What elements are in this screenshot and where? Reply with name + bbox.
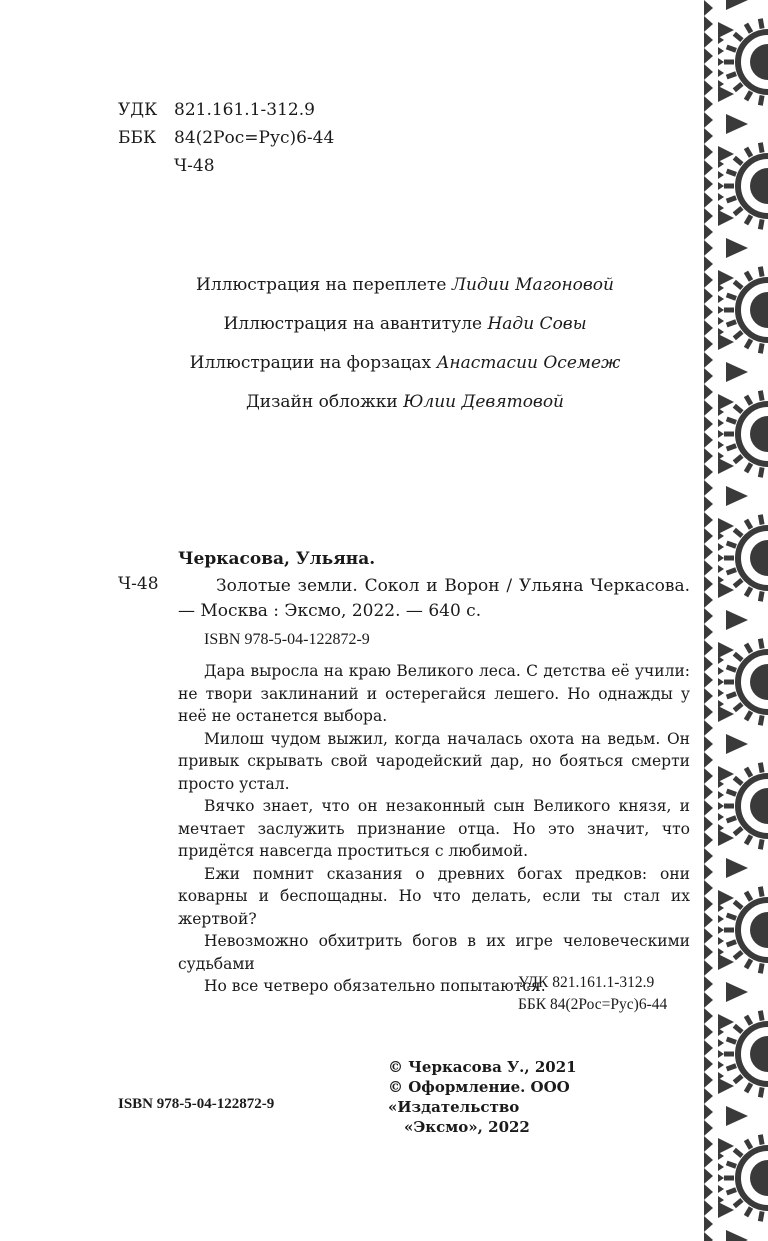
tick-motif xyxy=(718,182,724,190)
triangle-motif xyxy=(726,362,748,382)
bbk-row xyxy=(118,124,334,152)
zigzag-tooth xyxy=(704,32,713,48)
sun-ray xyxy=(734,778,742,784)
triangle-motif xyxy=(718,954,734,970)
annotation-paragraph: Ежи помнит сказания о древних богах предков: они коварны и беспощадны. Но что делать, если ты стал их жертвой? xyxy=(178,864,690,928)
sun-ray xyxy=(734,1200,742,1206)
sun-ray xyxy=(760,515,762,525)
sun-ray xyxy=(760,887,762,897)
tick-motif xyxy=(718,926,724,934)
triangle-motif xyxy=(718,86,734,102)
credit-name: Юлии Девятовой xyxy=(403,392,565,412)
sun-ray xyxy=(746,91,751,100)
tick-motif xyxy=(718,915,724,923)
credit-name: Анастасии Осемеж xyxy=(436,353,621,373)
triangle-motif xyxy=(718,270,734,286)
tick-motif xyxy=(718,791,724,799)
sun-core xyxy=(750,788,768,824)
zigzag-tooth xyxy=(704,704,713,720)
zigzag-tooth xyxy=(704,1008,713,1024)
zigzag-tooth xyxy=(704,736,713,752)
triangle-motif xyxy=(726,610,748,630)
zigzag-tooth xyxy=(704,1088,713,1104)
zigzag-tooth xyxy=(704,1136,713,1152)
zigzag-tooth xyxy=(704,240,713,256)
udk-label: УДК xyxy=(118,100,158,120)
sun-ray xyxy=(734,530,742,536)
zigzag-tooth xyxy=(704,592,713,608)
tick-motif xyxy=(718,1174,724,1182)
tick-motif xyxy=(718,193,724,201)
sun-ray xyxy=(760,763,762,773)
sun-ray xyxy=(760,591,762,601)
sun-ray xyxy=(760,143,762,153)
sun-ray xyxy=(746,1083,751,1092)
sun-ray xyxy=(734,84,742,90)
sun-ray xyxy=(727,322,736,325)
copyright-publisher: «Эксмо», 2022 xyxy=(404,1118,530,1136)
tick-motif xyxy=(718,689,724,697)
zigzag-tooth xyxy=(704,576,713,592)
triangle-motif xyxy=(718,334,734,350)
triangle-motif xyxy=(726,0,748,10)
sun-ray xyxy=(734,828,742,834)
tick-motif xyxy=(718,317,724,325)
zigzag-tooth xyxy=(704,896,713,912)
annotation-paragraph: Невозможно обхитрить богов в их игре человеческими судьбами xyxy=(178,932,690,973)
sun-ray xyxy=(727,667,736,670)
classification-codes-bottom xyxy=(518,972,667,1016)
bbk-code: ББК 84(2Рос=Рус)6-44 xyxy=(518,996,668,1013)
tick-motif xyxy=(718,408,724,416)
triangle-motif xyxy=(718,518,734,534)
triangle-motif xyxy=(718,458,734,474)
triangle-motif xyxy=(726,1106,748,1126)
zigzag-tooth xyxy=(704,64,713,80)
sun-core xyxy=(750,44,768,80)
triangle-motif xyxy=(726,858,748,878)
credit-line xyxy=(110,383,700,422)
tick-motif xyxy=(718,543,724,551)
tick-motif xyxy=(718,802,724,810)
triangle-motif xyxy=(718,146,734,162)
sun-ray xyxy=(734,406,742,412)
udk-code: УДК 821.161.1-312.9 xyxy=(518,974,655,991)
sun-ray xyxy=(734,1150,742,1156)
triangle-motif xyxy=(718,22,734,38)
zigzag-tooth xyxy=(704,1200,713,1216)
zigzag-tooth xyxy=(704,400,713,416)
tick-motif xyxy=(718,58,724,66)
sun-ray xyxy=(760,267,762,277)
sun-ray xyxy=(734,902,742,908)
copyright-design: © Оформление. ООО «Издательство xyxy=(388,1078,570,1116)
sun-ray xyxy=(746,24,751,33)
annotation-paragraph: Вячко знает, что он незаконный сын Великого князя, и мечтает заслужить признание отца. Но это значит, что придётся навсегда проститься с любимой. xyxy=(178,797,690,860)
sun-ray xyxy=(727,74,736,77)
sun-ray xyxy=(746,1140,751,1149)
sun-ray xyxy=(746,396,751,405)
tick-motif xyxy=(718,1028,724,1036)
triangle-motif xyxy=(718,830,734,846)
zigzag-tooth xyxy=(704,912,713,928)
zigzag-tooth xyxy=(704,160,713,176)
zigzag-tooth xyxy=(704,720,713,736)
zigzag-tooth xyxy=(704,512,713,528)
triangle-motif xyxy=(718,1078,734,1094)
sun-ray xyxy=(746,768,751,777)
zigzag-tooth xyxy=(704,336,713,352)
triangle-motif xyxy=(718,1202,734,1218)
triangle-motif xyxy=(726,238,748,258)
sun-ray xyxy=(727,570,736,573)
zigzag-tooth xyxy=(704,128,713,144)
sun-ray xyxy=(727,1190,736,1193)
zigzag-tooth xyxy=(704,208,713,224)
classification-codes xyxy=(118,96,334,180)
tick-motif xyxy=(718,656,724,664)
zigzag-tooth xyxy=(704,928,713,944)
zigzag-tooth xyxy=(704,464,713,480)
sun-ray xyxy=(746,272,751,281)
sun-ray xyxy=(734,1076,742,1082)
tick-motif xyxy=(718,1050,724,1058)
credit-name: Лидии Магоновой xyxy=(451,275,614,295)
zigzag-tooth xyxy=(704,640,713,656)
tick-motif xyxy=(718,813,724,821)
zigzag-tooth xyxy=(704,944,713,960)
zigzag-tooth xyxy=(704,96,713,112)
udk-value: 821.161.1-312.9 xyxy=(174,100,315,120)
sun-ray xyxy=(727,1163,736,1166)
zigzag-tooth xyxy=(704,416,713,432)
credit-name: Нади Совы xyxy=(487,314,587,334)
zigzag-tooth xyxy=(704,384,713,400)
sun-ray xyxy=(734,952,742,958)
illustration-credits xyxy=(110,266,700,422)
zigzag-tooth xyxy=(704,48,713,64)
tick-motif xyxy=(718,171,724,179)
tick-motif xyxy=(718,904,724,912)
sun-ray xyxy=(746,520,751,529)
tick-motif xyxy=(718,36,724,44)
sun-ray xyxy=(760,1211,762,1221)
zigzag-tooth xyxy=(704,368,713,384)
tick-motif xyxy=(718,565,724,573)
sun-ray xyxy=(734,1026,742,1032)
zigzag-tooth xyxy=(704,608,713,624)
sun-core xyxy=(750,912,768,948)
zigzag-tooth xyxy=(704,784,713,800)
zigzag-tooth xyxy=(704,1184,713,1200)
sun-core xyxy=(750,168,768,204)
credit-role: Дизайн обложки xyxy=(245,392,398,412)
zigzag-tooth xyxy=(704,480,713,496)
catalog-code: Ч-48 xyxy=(118,574,159,594)
catalog-isbn: ISBN 978-5-04-122872-9 xyxy=(204,631,370,648)
zigzag-tooth xyxy=(704,960,713,976)
zigzag-tooth xyxy=(704,832,713,848)
zigzag-tooth xyxy=(704,1152,713,1168)
sun-ray xyxy=(734,704,742,710)
zigzag-tooth xyxy=(704,560,713,576)
sun-ray xyxy=(727,295,736,298)
sun-ray xyxy=(760,467,762,477)
sun-ray xyxy=(727,543,736,546)
zigzag-tooth xyxy=(704,432,713,448)
zigzag-tooth xyxy=(704,672,713,688)
sun-ray xyxy=(760,639,762,649)
tick-motif xyxy=(718,306,724,314)
sun-ray xyxy=(760,1087,762,1097)
sun-ray xyxy=(760,963,762,973)
triangle-motif xyxy=(718,642,734,658)
credit-role: Иллюстрация на авантитуле xyxy=(223,314,483,334)
zigzag-tooth xyxy=(704,448,713,464)
tick-motif xyxy=(718,284,724,292)
tick-motif xyxy=(718,937,724,945)
zigzag-tooth xyxy=(704,112,713,128)
zigzag-tooth xyxy=(704,304,713,320)
sun-ray xyxy=(760,839,762,849)
isbn-bottom: ISBN 978-5-04-122872-9 xyxy=(118,1096,275,1112)
tick-motif xyxy=(718,1061,724,1069)
sun-ray xyxy=(760,715,762,725)
sun-ray xyxy=(734,158,742,164)
zigzag-tooth xyxy=(704,1216,713,1232)
sun-ray xyxy=(760,1135,762,1145)
sun-ray xyxy=(734,332,742,338)
zigzag-tooth xyxy=(704,272,713,288)
sun-ray xyxy=(760,95,762,105)
zigzag-tooth xyxy=(704,1040,713,1056)
zigzag-tooth xyxy=(704,768,713,784)
zigzag-tooth xyxy=(704,176,713,192)
zigzag-tooth xyxy=(704,1120,713,1136)
sun-ray xyxy=(746,892,751,901)
sun-core xyxy=(750,292,768,328)
sun-ray xyxy=(727,942,736,945)
annotation-paragraph: Дара выросла на краю Великого леса. С детства её учили: не твори заклинаний и остерегайся лешего. Но однажды у неё не останется выбора. xyxy=(178,662,690,725)
triangle-motif xyxy=(718,582,734,598)
credit-line xyxy=(110,305,700,344)
zigzag-tooth xyxy=(704,256,713,272)
tick-motif xyxy=(718,1152,724,1160)
tick-motif xyxy=(718,678,724,686)
triangle-motif xyxy=(726,486,748,506)
triangle-motif xyxy=(718,890,734,906)
sun-ray xyxy=(727,694,736,697)
tick-motif xyxy=(718,667,724,675)
zigzag-tooth xyxy=(704,848,713,864)
sun-ray xyxy=(760,391,762,401)
sun-ray xyxy=(734,580,742,586)
udk-row xyxy=(118,96,334,124)
sun-ray xyxy=(746,148,751,157)
tick-motif xyxy=(718,1163,724,1171)
sun-core xyxy=(750,664,768,700)
zigzag-tooth xyxy=(704,624,713,640)
zigzag-tooth xyxy=(704,288,713,304)
zigzag-tooth xyxy=(704,144,713,160)
sun-ray xyxy=(746,587,751,596)
sun-ray xyxy=(727,791,736,794)
sun-ray xyxy=(746,711,751,720)
sun-ray xyxy=(727,1039,736,1042)
ornament-border xyxy=(704,0,768,1241)
triangle-motif xyxy=(718,210,734,226)
zigzag-tooth xyxy=(704,528,713,544)
triangle-motif xyxy=(718,1138,734,1154)
credit-role: Иллюстрации на форзацах xyxy=(189,353,432,373)
sun-ray xyxy=(746,835,751,844)
triangle-motif xyxy=(726,114,748,134)
triangle-motif xyxy=(726,982,748,1002)
triangle-motif xyxy=(718,766,734,782)
zigzag-tooth xyxy=(704,880,713,896)
sun-ray xyxy=(734,456,742,462)
zigzag-tooth xyxy=(704,1232,713,1241)
zigzag-tooth xyxy=(704,816,713,832)
credit-line xyxy=(110,344,700,383)
copyright-author: © Черкасова У., 2021 xyxy=(388,1058,577,1076)
zigzag-tooth xyxy=(704,544,713,560)
sun-core xyxy=(750,1036,768,1072)
sun-ray xyxy=(746,339,751,348)
credit-role: Иллюстрация на переплете xyxy=(196,275,447,295)
zigzag-tooth xyxy=(704,1072,713,1088)
bbk-value: 84(2Рос=Рус)6-44 xyxy=(174,128,335,148)
sun-ray xyxy=(727,419,736,422)
triangle-motif xyxy=(718,706,734,722)
sun-ray xyxy=(727,171,736,174)
zigzag-tooth xyxy=(704,496,713,512)
sun-ray xyxy=(746,463,751,472)
tick-motif xyxy=(718,532,724,540)
sun-ray xyxy=(746,644,751,653)
copyright-block xyxy=(388,1057,698,1137)
triangle-motif xyxy=(726,734,748,754)
zigzag-tooth xyxy=(704,16,713,32)
sun-core xyxy=(750,1160,768,1196)
sun-ray xyxy=(746,1016,751,1025)
zigzag-tooth xyxy=(704,688,713,704)
zigzag-tooth xyxy=(704,0,713,16)
sun-ray xyxy=(727,47,736,50)
zigzag-tooth xyxy=(704,1024,713,1040)
sun-ray xyxy=(746,959,751,968)
zigzag-tooth xyxy=(704,320,713,336)
sun-ray xyxy=(734,654,742,660)
triangle-motif xyxy=(718,1014,734,1030)
tick-motif xyxy=(718,780,724,788)
catalog-author: Черкасова, Ульяна. xyxy=(178,549,376,569)
annotation-paragraph: Милош чудом выжил, когда началась охота на ведьм. Он привык скрывать свой чародейский дар, но бояться смерти просто устал. xyxy=(178,729,690,793)
sun-ray xyxy=(746,215,751,224)
tick-motif xyxy=(718,1185,724,1193)
sun-ray xyxy=(734,34,742,40)
tick-motif xyxy=(718,430,724,438)
zigzag-tooth xyxy=(704,352,713,368)
sun-core xyxy=(750,540,768,576)
sun-ray xyxy=(760,19,762,29)
annotation-paragraph: Но все четверо обязательно попытаются. xyxy=(204,977,546,995)
catalog-description: Золотые земли. Сокол и Ворон / Ульяна Черкасова. — Москва : Эксмо, 2022. — 640 с. xyxy=(178,576,690,621)
sun-ray xyxy=(734,208,742,214)
sun-ray xyxy=(727,1066,736,1069)
annotation xyxy=(178,660,690,998)
zigzag-tooth xyxy=(704,80,713,96)
bbk-label: ББК xyxy=(118,128,157,148)
tick-motif xyxy=(718,419,724,427)
tick-motif xyxy=(718,160,724,168)
tick-motif xyxy=(718,441,724,449)
sun-ray xyxy=(727,198,736,201)
sun-ray xyxy=(727,915,736,918)
tick-motif xyxy=(718,554,724,562)
sun-ray xyxy=(727,446,736,449)
sun-ray xyxy=(760,343,762,353)
tick-motif xyxy=(718,47,724,55)
zigzag-tooth xyxy=(704,752,713,768)
sun-core xyxy=(750,416,768,452)
tick-motif xyxy=(718,69,724,77)
author-mark: Ч-48 xyxy=(174,156,215,176)
zigzag-tooth xyxy=(704,1104,713,1120)
sun-ray xyxy=(746,1207,751,1216)
triangle-motif xyxy=(718,394,734,410)
zigzag-tooth xyxy=(704,1056,713,1072)
zigzag-tooth xyxy=(704,192,713,208)
zigzag-tooth xyxy=(704,800,713,816)
credit-line xyxy=(110,266,700,305)
sun-ray xyxy=(760,1011,762,1021)
zigzag-tooth xyxy=(704,224,713,240)
sun-ray xyxy=(734,282,742,288)
sun-ray xyxy=(727,818,736,821)
tick-motif xyxy=(718,295,724,303)
sun-ray xyxy=(760,219,762,229)
zigzag-tooth xyxy=(704,1168,713,1184)
triangle-motif xyxy=(726,1230,748,1241)
zigzag-tooth xyxy=(704,656,713,672)
zigzag-tooth xyxy=(704,976,713,992)
zigzag-tooth xyxy=(704,864,713,880)
zigzag-tooth xyxy=(704,992,713,1008)
tick-motif xyxy=(718,1039,724,1047)
